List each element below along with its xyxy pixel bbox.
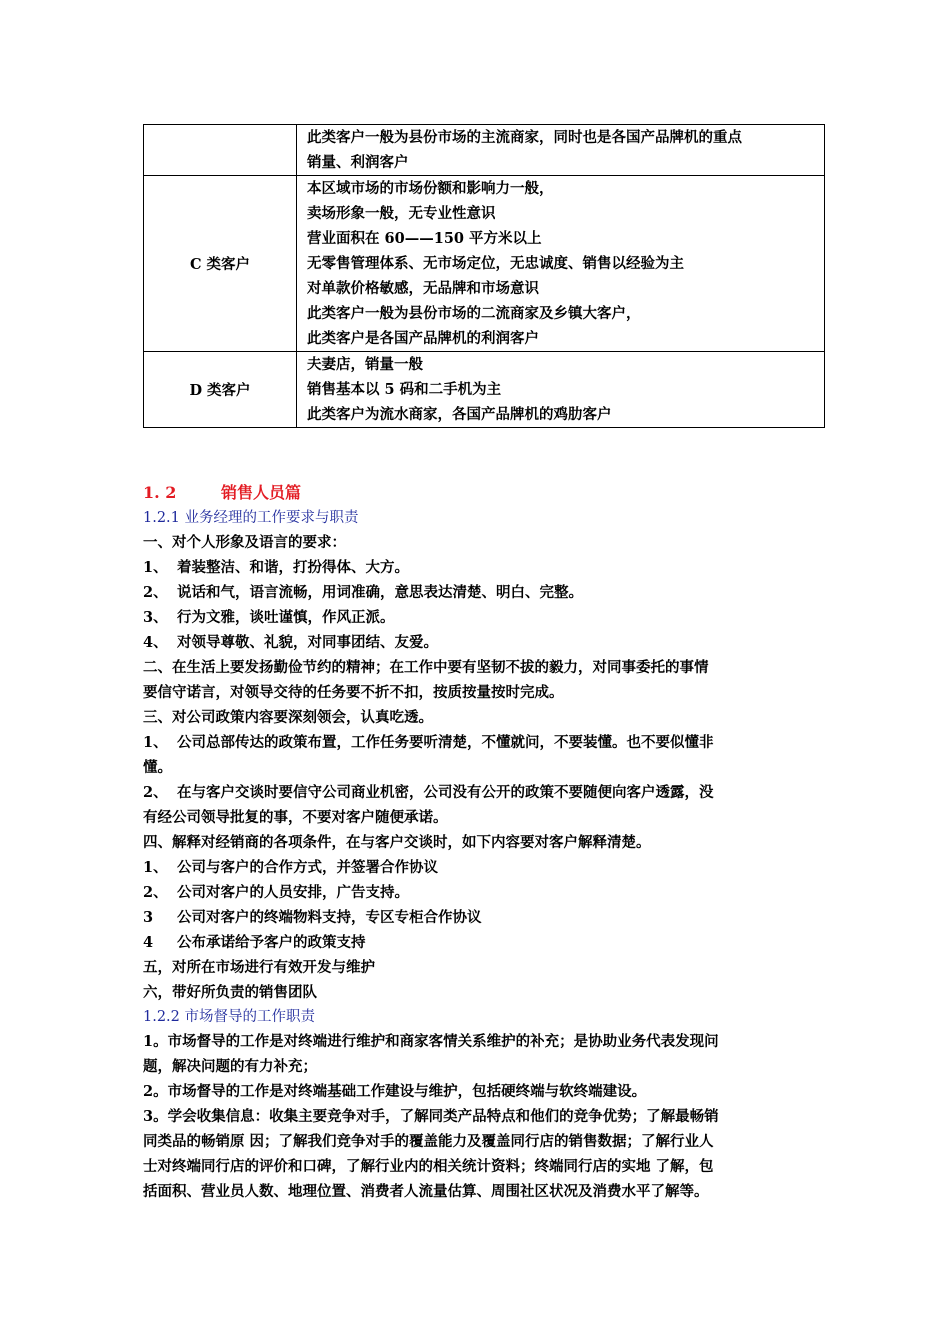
description-line: 本区域市场的市场份额和影响力一般， [307,180,554,197]
description-line: 营业面积在 60——150 平方米以上 [307,230,542,247]
list-number: 1、 [143,734,168,751]
client-table [143,124,825,428]
table-row-d-client [144,352,825,428]
list-item [143,580,813,605]
list-number: 4 [143,934,154,951]
table-row-b-continued [144,125,825,176]
section-number: 1. 2 [143,483,177,502]
description-cell [297,176,825,352]
description-line: 此类客户一般为县份市场的主流商家，同时也是各国产品牌机的重点 [307,129,742,146]
list-number: 2、 [143,884,168,901]
list-item [143,730,813,755]
description-line: 此类客户是各国产品牌机的利润客户 [307,330,539,347]
list-item [143,905,813,930]
list-number: 1、 [143,859,168,876]
duty-paragraph-line: 1。市场督导的工作是对终端进行维护和商家客情关系维护的补充；是协助业务代表发现问 [143,1033,719,1050]
category-cell: D 类客户 [144,352,297,428]
list-text: 公司与客户的合作方式，并签署合作协议 [177,859,438,876]
category-cell: C 类客户 [144,176,297,352]
section-title: 销售人员篇 [221,483,302,502]
client-classification-table [143,124,825,428]
paragraph: 四、解释对经销商的各项条件，在与客户交谈时，如下内容要对客户解释清楚。 [143,834,651,851]
duty-paragraph-line: 题，解决问题的有力补充； [143,1058,317,1075]
list-item [143,880,813,905]
paragraph: 三、对公司政策内容要深刻领会，认真吃透。 [143,709,433,726]
description-line: 销量、利润客户 [307,154,409,171]
paragraph: 六，带好所负责的销售团队 [143,984,317,1001]
paragraph: 五，对所在市场进行有效开发与维护 [143,959,375,976]
list-item-continuation: 懂。 [143,759,172,776]
description-line: 此类客户一般为县份市场的二流商家及乡镇大客户， [307,305,641,322]
duty-paragraph-line: 2。市场督导的工作是对终端基础工作建设与维护，包括硬终端与软终端建设。 [143,1083,647,1100]
category-cell [144,125,297,176]
sales-staff-section [143,480,813,1204]
list-text: 公司总部传达的政策布置，工作任务要听清楚，不懂就问，不要装懂。也不要似懂非 [177,734,714,751]
list-text: 在与客户交谈时要信守公司商业机密，公司没有公开的政策不要随便向客户透露，没 [177,784,714,801]
description-cell [297,125,825,176]
list-number: 2、 [143,784,168,801]
paragraph: 要信守诺言，对领导交待的任务要不折不扣，按质按量按时完成。 [143,684,564,701]
description-line: 卖场形象一般，无专业性意识 [307,205,496,222]
subsection-heading: 1.2.1 业务经理的工作要求与职责 [143,510,359,526]
list-text: 着装整洁、和谐，打扮得体、大方。 [177,559,409,576]
duty-paragraph-line: 士对终端同行店的评价和口碑，了解行业内的相关统计资料；终端同行店的实地 了解，包 [143,1158,714,1175]
list-text: 公布承诺给予客户的政策支持 [177,934,366,951]
description-line: 销售基本以 5 码和二手机为主 [307,381,502,398]
description-cell [297,352,825,428]
list-item-continuation: 有经公司领导批复的事，不要对客户随便承诺。 [143,809,448,826]
list-number: 2、 [143,584,168,601]
description-line: 无零售管理体系、无市场定位，无忠诚度、销售以经验为主 [307,255,684,272]
description-line: 夫妻店，销量一般 [307,356,423,373]
list-item [143,930,813,955]
list-text: 公司对客户的人员安排，广告支持。 [177,884,409,901]
list-text: 公司对客户的终端物料支持，专区专柜合作协议 [177,909,482,926]
duty-paragraph-line: 括面积、营业员人数、地理位置、消费者人流量估算、周围社区状况及消费水平了解等。 [143,1183,709,1200]
list-number: 4、 [143,634,168,651]
list-item [143,630,813,655]
list-item [143,605,813,630]
list-text: 行为文雅，谈吐谨慎，作风正派。 [177,609,395,626]
list-text: 对领导尊敬、礼貌，对同事团结、友爱。 [177,634,438,651]
section-heading [143,480,813,506]
paragraph: 一、对个人形象及语言的要求： [143,534,346,551]
description-line: 此类客户为流水商家，各国产品牌机的鸡肋客户 [307,406,612,423]
subsection-heading: 1.2.2 市场督导的工作职责 [143,1009,316,1025]
list-item [143,780,813,805]
list-item [143,855,813,880]
paragraph: 二、在生活上要发扬勤俭节约的精神；在工作中要有坚韧不拔的毅力，对同事委托的事情 [143,659,709,676]
list-number: 3 [143,909,154,926]
list-text: 说话和气，语言流畅，用词准确，意思表达清楚、明白、完整。 [177,584,583,601]
duty-paragraph-line: 3。学会收集信息：收集主要竞争对手，了解同类产品特点和他们的竞争优势；了解最畅销 [143,1108,719,1125]
table-row-c-client [144,176,825,352]
list-number: 1、 [143,559,168,576]
description-line: 对单款价格敏感，无品牌和市场意识 [307,280,539,297]
list-item [143,555,813,580]
list-number: 3、 [143,609,168,626]
duty-paragraph-line: 同类品的畅销原 因；了解我们竞争对手的覆盖能力及覆盖同行店的销售数据；了解行业人 [143,1133,714,1150]
